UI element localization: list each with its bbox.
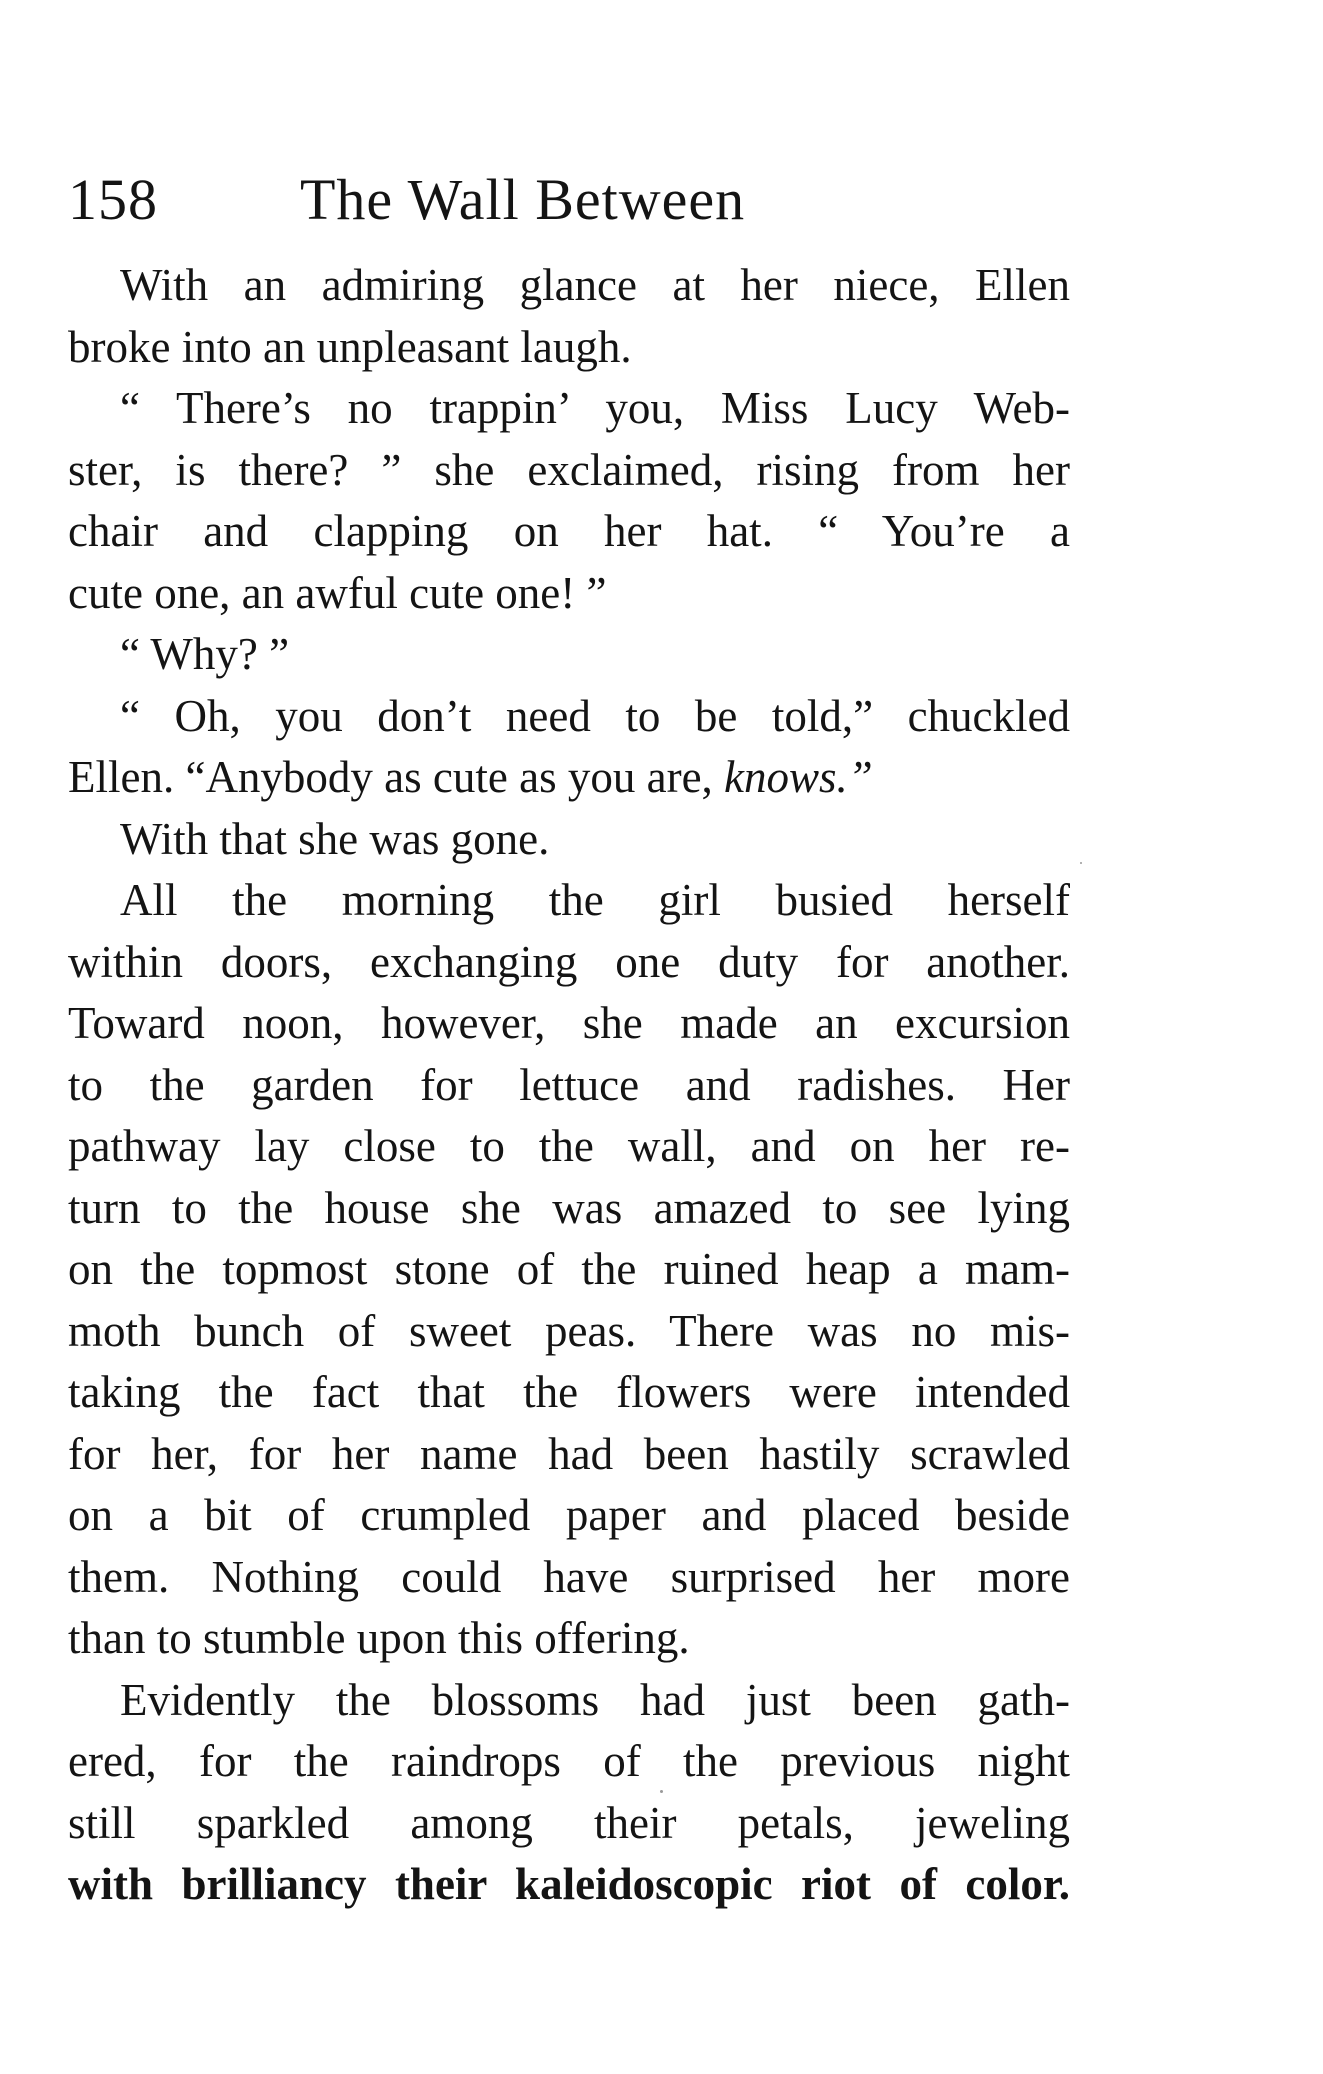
text-line: With an admiring glance at her niece, Ellen <box>120 260 1070 310</box>
running-title: The Wall Between <box>300 167 746 232</box>
text-line: “ Why? ” <box>120 629 290 679</box>
text-line: All the morning the girl busied herself <box>120 875 1070 925</box>
text-line <box>68 747 1070 809</box>
text-line: “ There’s no trappin’ you, Miss Lucy Web- <box>120 383 1070 433</box>
text-line: Evidently the blossoms had just been gath- <box>120 1674 1070 1725</box>
text-line: ster, is there? ” she exclaimed, rising from her <box>68 444 1070 495</box>
text-line: with brilliancy their kaleidoscopic riot of color. <box>68 1859 1070 1909</box>
paper-speck <box>660 1790 663 1793</box>
text-line: Toward noon, however, she made an excursion <box>68 998 1070 1048</box>
text-line: within doors, exchanging one duty for another. <box>68 936 1070 987</box>
text-line: chair and clapping on her hat. “ You’re a <box>68 506 1070 556</box>
page-number: 158 <box>68 167 158 232</box>
text-line: them. Nothing could have surprised her more <box>68 1551 1070 1602</box>
italic-word: knows.” <box>724 752 873 802</box>
text-line: on the topmost stone of the ruined heap a mam- <box>68 1244 1070 1294</box>
text-line: pathway lay close to the wall, and on her re- <box>68 1121 1070 1171</box>
paper-speck <box>1080 862 1082 864</box>
text-line: for her, for her name had been hastily scrawled <box>68 1428 1070 1479</box>
text-line: still sparkled among their petals, jeweling <box>68 1797 1070 1848</box>
running-head <box>68 160 1078 240</box>
text-line: turn to the house she was amazed to see lying <box>68 1182 1070 1233</box>
text-line: With that she was gone. <box>120 813 550 864</box>
text-line: to the garden for lettuce and radishes. Her <box>68 1059 1070 1110</box>
text-line: “ Oh, you don’t need to be told,” chuckled <box>120 690 1070 741</box>
text-line: than to stumble upon this offering. <box>68 1613 690 1663</box>
body-text <box>68 255 1070 1916</box>
text-line: cute one, an awful cute one! ” <box>68 567 607 618</box>
text-line: moth bunch of sweet peas. There was no mis- <box>68 1305 1070 1356</box>
text-line-start: Ellen. “Anybody as cute as you are, <box>68 752 725 802</box>
text-line: broke into an unpleasant laugh. <box>68 321 632 372</box>
text-line: on a bit of crumpled paper and placed beside <box>68 1490 1070 1540</box>
text-line: ered, for the raindrops of the previous night <box>68 1736 1070 1786</box>
text-line: taking the fact that the flowers were intended <box>68 1367 1070 1417</box>
